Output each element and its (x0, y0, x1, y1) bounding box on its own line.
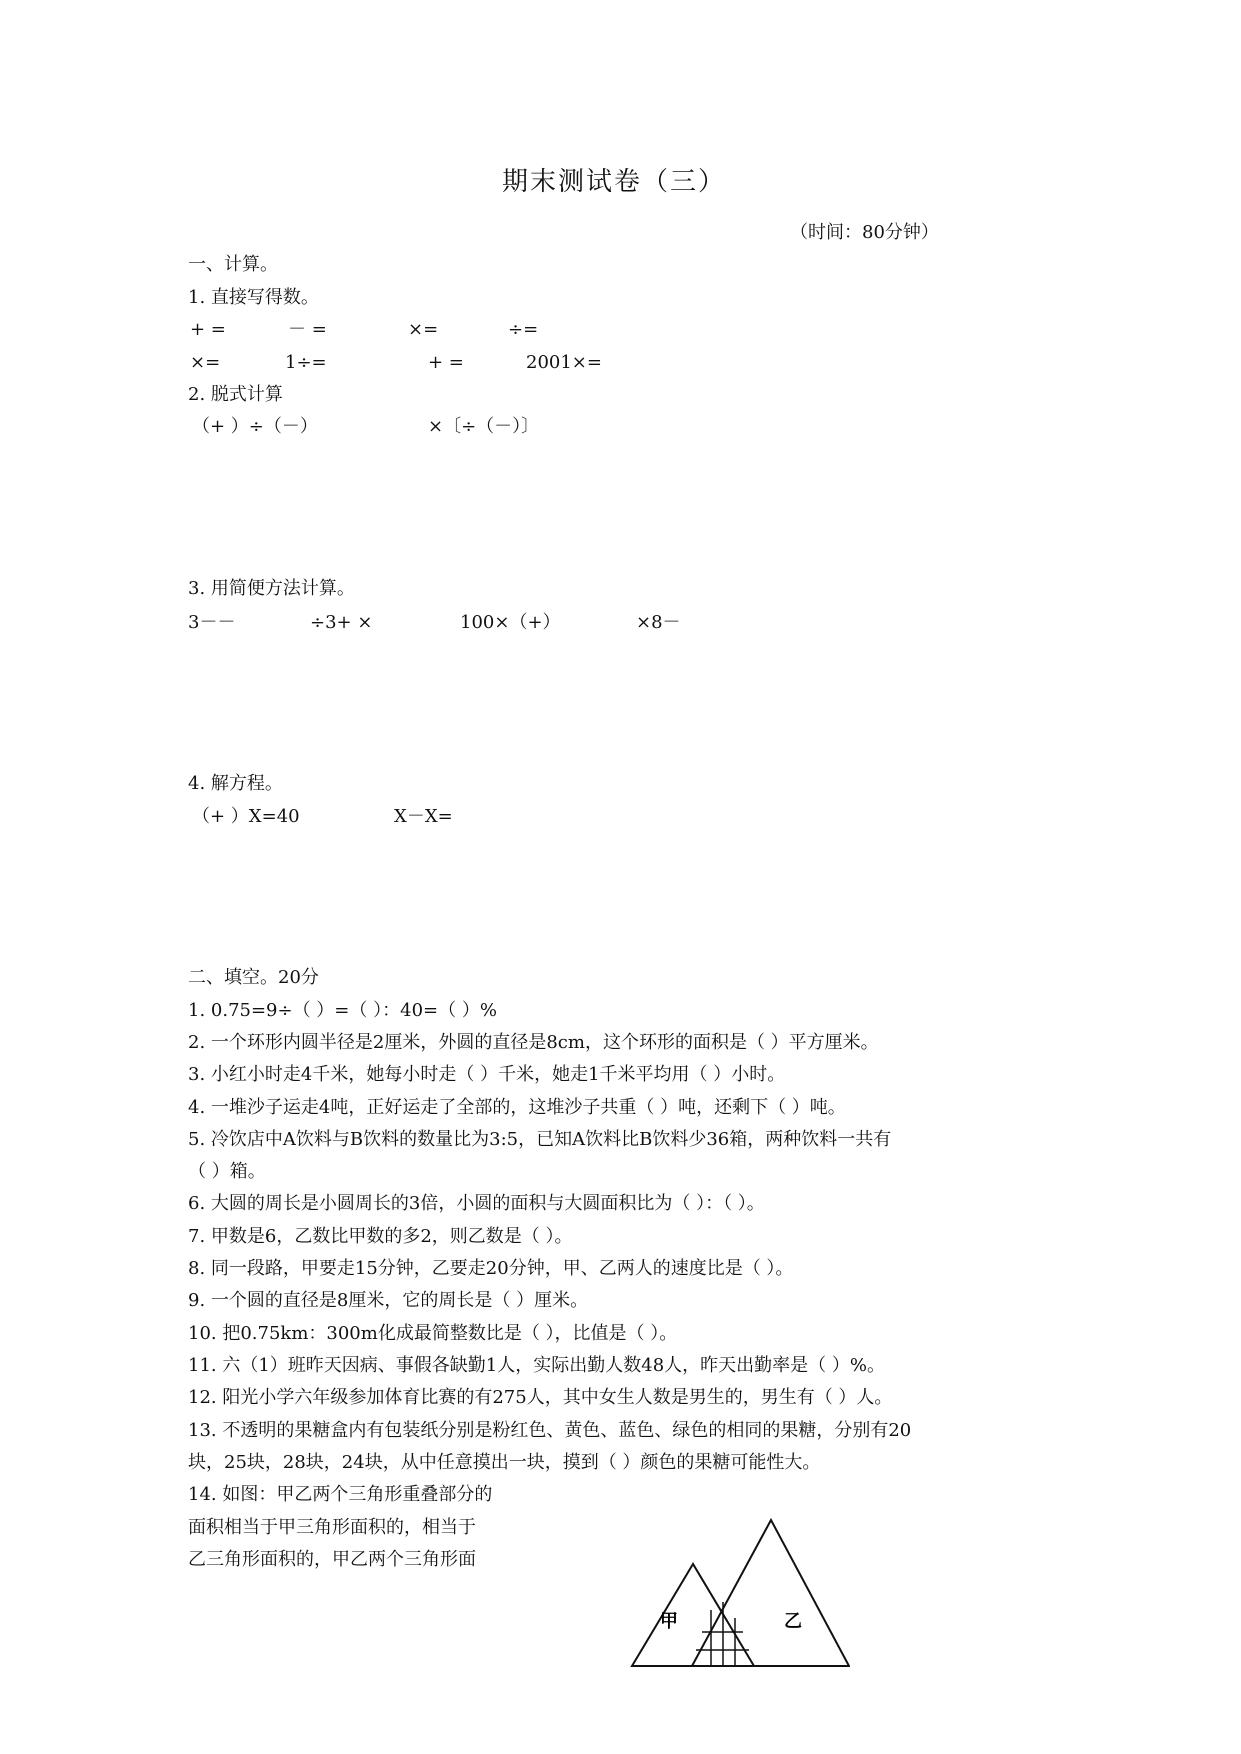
q3-item: ÷3+ × (310, 612, 373, 633)
q1-row2-item: ×= (190, 352, 221, 373)
q3-item: ×8－ (636, 612, 681, 633)
time-note: （时间：80分钟） (790, 222, 939, 243)
label-yi: 乙 (784, 1611, 802, 1632)
fill-line: 14. 如图：甲乙两个三角形重叠部分的 (188, 1484, 493, 1505)
q1-row1-item: － = (288, 319, 327, 340)
q1-row2-item: 2001×= (526, 352, 602, 373)
label-jia: 甲 (660, 1611, 678, 1632)
q3-label: 3. 用简便方法计算。 (188, 578, 355, 599)
fill-line: 8. 同一段路，甲要走15分钟，乙要走20分钟，甲、乙两人的速度比是（ ）。 (188, 1258, 794, 1279)
q1-row1-item: ÷= (508, 319, 539, 340)
q1-row2-item: 1÷= (285, 352, 327, 373)
fill-line: 块，25块，28块，24块，从中任意摸出一块，摸到（ ）颜色的果糖可能性大。 (188, 1452, 821, 1473)
q4-item: X－X= (394, 806, 453, 827)
fill-line: 乙三角形面积的，甲乙两个三角形面 (188, 1549, 476, 1570)
q2-item: （+ ）÷（－） (192, 416, 318, 437)
q1-label: 1. 直接写得数。 (188, 287, 319, 308)
page-title: 期末测试卷（三） (502, 167, 727, 197)
fill-line: 7. 甲数是6，乙数比甲数的多2，则乙数是（ ）。 (188, 1226, 573, 1247)
q2-label: 2. 脱式计算 (188, 384, 283, 405)
fill-line: 10. 把0.75km：300m化成最简整数比是（ ），比值是（ ）。 (188, 1323, 678, 1344)
q4-item: （+ ）X=40 (192, 806, 300, 827)
fill-line: 9. 一个圆的直径是8厘米，它的周长是（ ）厘米。 (188, 1290, 589, 1311)
fill-line: 11. 六（1）班昨天因病、事假各缺勤1人，实际出勤人数48人，昨天出勤率是（ ）%。 (188, 1355, 885, 1376)
q1-row1-item: ×= (408, 319, 439, 340)
fill-line: 13. 不透明的果糖盒内有包装纸分别是粉红色、黄色、蓝色、绿色的相同的果糖，分别有20 (188, 1420, 912, 1441)
fill-line: 3. 小红小时走4千米，她每小时走（ ）千米，她走1千米平均用（ ）小时。 (188, 1064, 786, 1085)
section1-heading: 一、计算。 (188, 254, 278, 275)
q2-item: ×〔÷（－）〕 (428, 416, 540, 437)
fill-line: 12. 阳光小学六年级参加体育比赛的有275人，其中女生人数是男生的，男生有（ ）人。 (188, 1387, 893, 1408)
q3-item: 3－－ (188, 612, 236, 633)
fill-line: 4. 一堆沙子运走4吨，正好运走了全部的，这堆沙子共重（ ）吨，还剩下（ ）吨。 (188, 1097, 846, 1118)
q3-item: 100×（+） (460, 612, 561, 633)
fill-line: 5. 冷饮店中A饮料与B饮料的数量比为3:5，已知A饮料比B饮料少36箱，两种饮料一共有 (188, 1129, 892, 1150)
q1-row2-item: + = (428, 352, 464, 373)
fill-line: 面积相当于甲三角形面积的，相当于 (188, 1517, 476, 1538)
q1-row1-item: + = (190, 319, 226, 340)
q4-label: 4. 解方程。 (188, 773, 283, 794)
overlapping-triangles-figure (630, 1500, 850, 1675)
triangle-yi (692, 1520, 849, 1666)
fill-line: 1. 0.75=9÷（ ）=（ ）：40=（ ）% (188, 1000, 497, 1021)
overlap-hatching (696, 1602, 749, 1666)
fill-line: 2. 一个环形内圆半径是2厘米，外圆的直径是8cm，这个环形的面积是（ ）平方厘米。 (188, 1032, 879, 1053)
fill-line: （ ）箱。 (188, 1161, 266, 1182)
fill-line: 6. 大圆的周长是小圆周长的3倍，小圆的面积与大圆面积比为（ ）：（ ）。 (188, 1193, 765, 1214)
section2-heading: 二、填空。20分 (188, 967, 319, 988)
